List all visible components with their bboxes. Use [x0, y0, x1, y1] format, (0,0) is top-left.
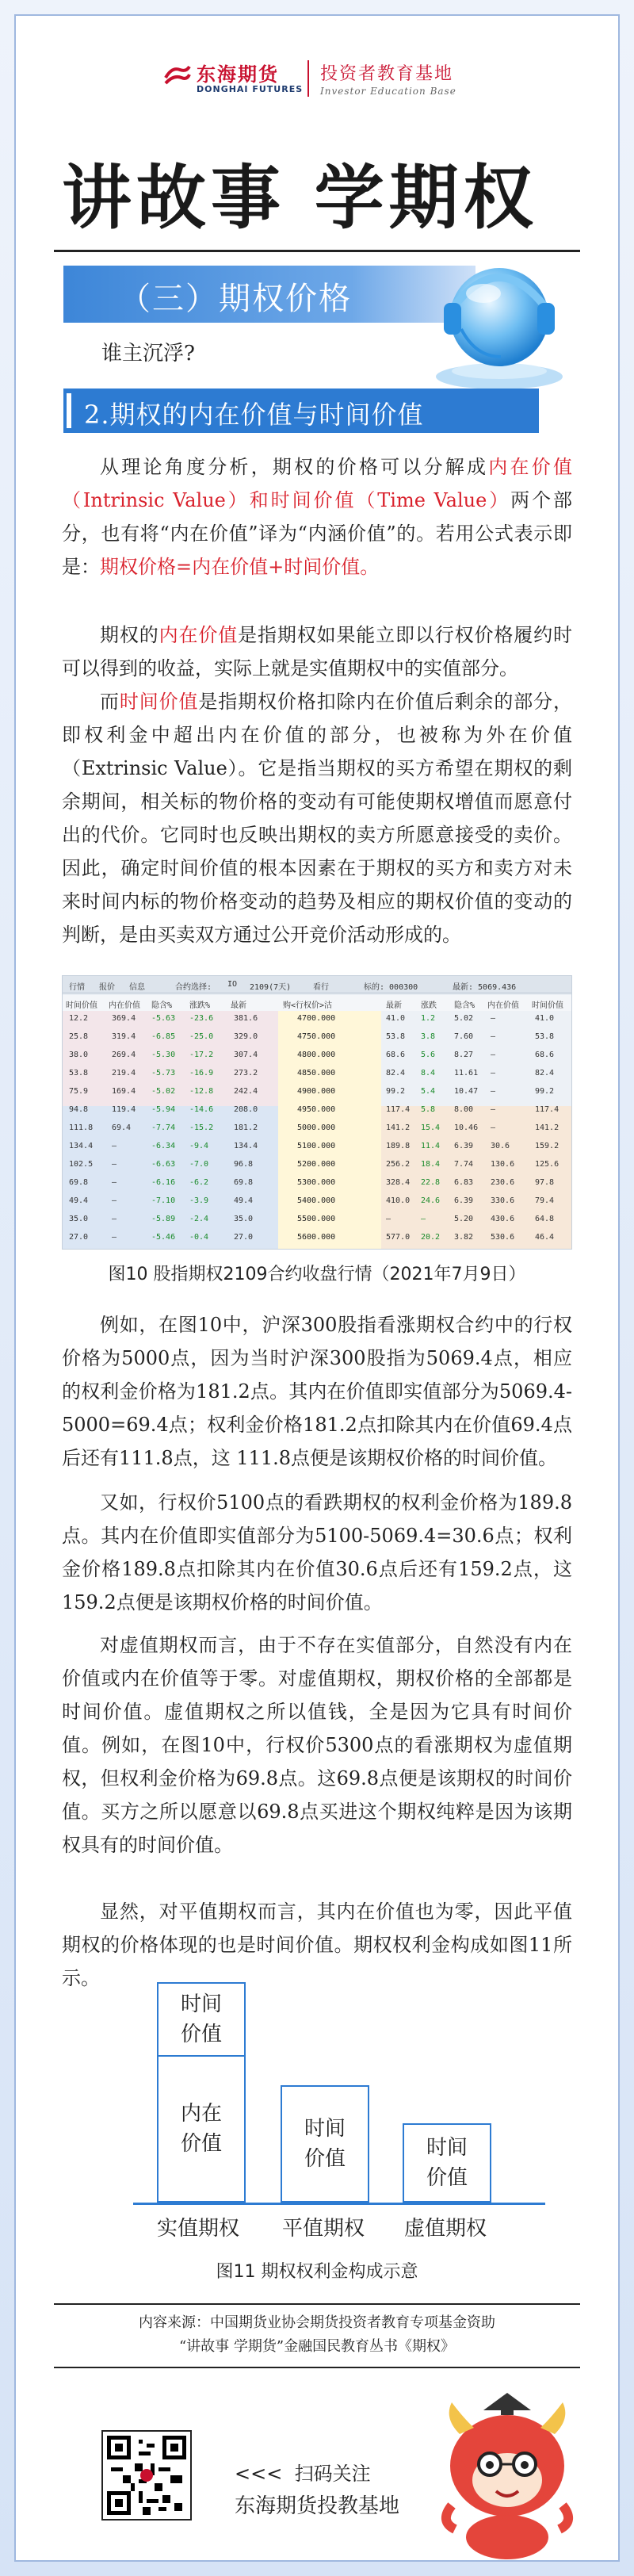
header-cell: 时间价值 [66, 1001, 97, 1010]
put-cell: 159.2 [535, 1142, 560, 1150]
strike-cell: 5600.000 [297, 1233, 336, 1242]
call-cell: — [112, 1178, 117, 1187]
put-cell: 430.6 [491, 1215, 515, 1223]
itm-time-value-box [157, 1982, 246, 2057]
brand-name-cn: 东海期货 [197, 63, 279, 86]
qr-code-icon [103, 2432, 190, 2519]
brand-tagline-en: Investor Education Base [320, 86, 456, 97]
p1-highlight-2: 期权价格=内在价值+时间价值。 [100, 556, 380, 578]
strike-cell: 5300.000 [297, 1178, 336, 1187]
call-cell: -6.63 [151, 1160, 176, 1169]
toolbar-item: 报价 [99, 983, 115, 992]
call-cell: -6.2 [189, 1178, 209, 1187]
toolbar-item: 合约选择: [175, 983, 212, 992]
itm-intrinsic-value-box [157, 2055, 246, 2203]
diagram-baseline [133, 2203, 545, 2205]
call-cell: 53.8 [69, 1069, 89, 1077]
header-cell: 涨跌% [189, 1001, 211, 1010]
call-cell: — [112, 1196, 117, 1205]
put-cell: 22.8 [421, 1178, 441, 1187]
call-cell: -5.89 [151, 1215, 176, 1223]
put-cell: 577.0 [386, 1233, 411, 1242]
paragraph-1 [62, 450, 572, 584]
strike-cell: 4850.000 [297, 1069, 336, 1077]
call-cell: — [112, 1142, 117, 1150]
call-cell: -5.30 [151, 1051, 176, 1059]
put-cell: 1.2 [421, 1014, 436, 1023]
paragraph-7: 显然，对平值期权而言，其内在价值也为零，因此平值期权的价格体现的也是时间价值。期权权利金构成如图11所示。 [62, 1900, 572, 1989]
call-cell: -5.73 [151, 1069, 176, 1077]
header-cell: 涨跌 [421, 1001, 437, 1010]
put-cell: — [491, 1087, 496, 1096]
put-cell: 7.60 [454, 1032, 474, 1041]
box-label: 时间价值 [180, 1992, 222, 2046]
headset-globe-icon [412, 238, 586, 396]
box-label: 内在价值 [180, 2102, 222, 2156]
strike-cell: 5000.000 [297, 1123, 336, 1132]
label-otm: 虚值期权 [404, 2217, 487, 2241]
call-cell: 102.5 [69, 1160, 94, 1169]
put-cell: 8.00 [454, 1105, 474, 1114]
call-cell: 219.4 [112, 1069, 136, 1077]
put-cell: 5.6 [421, 1051, 436, 1059]
call-cell: -2.4 [189, 1215, 209, 1223]
put-cell: 330.6 [491, 1196, 515, 1205]
call-cell: 94.8 [69, 1105, 89, 1114]
put-cell: 5.02 [454, 1014, 474, 1023]
call-cell: 269.4 [112, 1051, 136, 1059]
strike-cell: 4800.000 [297, 1051, 336, 1059]
put-cell: 11.61 [454, 1069, 479, 1077]
call-cell: — [112, 1215, 117, 1223]
put-cell: 20.2 [421, 1233, 441, 1242]
toolbar-item: IO [227, 980, 238, 989]
put-cell: 10.47 [454, 1087, 479, 1096]
put-cell: 82.4 [386, 1069, 406, 1077]
p3-text-a: 而 [100, 691, 120, 713]
strike-cell: 4900.000 [297, 1087, 336, 1096]
call-cell: 119.4 [112, 1105, 136, 1114]
dragon-mascot-icon [428, 2387, 586, 2561]
put-cell: 18.4 [421, 1160, 441, 1169]
put-cell: 6.39 [454, 1142, 474, 1150]
put-cell: — [491, 1032, 496, 1041]
scan-label: 扫码关注 [294, 2463, 371, 2485]
header-cell: 隐含% [454, 1001, 476, 1010]
put-cell: 130.6 [491, 1160, 515, 1169]
strike-cell: 5100.000 [297, 1142, 336, 1150]
put-cell: 125.6 [535, 1160, 560, 1169]
paragraph-5: 又如，行权价5100点的看跌期权的权利金价格为189.8点。其内在价值即实值部分为5100-5069.4=30.6点；权利金价格189.8点扣除其内在价值30.6点后还有159.2点，这 159.2点便是该期权价格的时间价值。 [62, 1491, 572, 1613]
toolbar-item: 最新: 5069.436 [453, 983, 517, 992]
put-cell: 30.6 [491, 1142, 510, 1150]
put-cell: 46.4 [535, 1233, 555, 1242]
paragraph-2 [62, 618, 572, 685]
put-cell: 3.82 [454, 1233, 474, 1242]
put-cell: 11.4 [421, 1142, 441, 1150]
scan-prompt [235, 2458, 371, 2486]
put-cell: — [386, 1215, 391, 1223]
label-itm: 实值期权 [157, 2217, 240, 2241]
call-cell: -7.0 [189, 1160, 209, 1169]
put-cell: — [491, 1069, 496, 1077]
call-cell: 96.8 [234, 1160, 254, 1169]
figure-11-caption: 图11 期权权利金构成示意 [216, 2262, 418, 2282]
paragraph-6: 对虚值期权而言，由于不存在实值部分，自然没有内在价值或内在价值等于零。对虚值期权，期权价格的全部都是时间价值。虚值期权之所以值钱，全是因为它具有时间价值。例如，在图10中，行权价5300点的看涨期权为虚值期权，但权利金价格为69.8点。这69.8点便是该期权的时间价值。买方之所以愿意以69.8点买进这个期权纯粹是因为该期权具有的时间价值。 [62, 1634, 572, 1856]
put-cell: 53.8 [386, 1032, 406, 1041]
call-cell: 69.8 [69, 1178, 89, 1187]
strike-cell: 4950.000 [297, 1105, 336, 1114]
call-cell: -5.94 [151, 1105, 176, 1114]
call-cell: -7.74 [151, 1123, 176, 1132]
call-cell: 242.4 [234, 1087, 258, 1096]
call-cell: 49.4 [69, 1196, 89, 1205]
call-cell: -6.34 [151, 1142, 176, 1150]
put-cell: 41.0 [386, 1014, 406, 1023]
put-cell: 97.8 [535, 1178, 555, 1187]
p3-highlight: 时间价值 [119, 691, 199, 713]
put-cell: 117.4 [535, 1105, 560, 1114]
p3-text-b: 是指期权价格扣除内在价值后剩余的部分，即权利金中超出内在价值的部分，也被称为外在价值（Extrinsic Value）。它是指当期权的买方希望在期权的剩余期间，相关标的物价格的变动有可能使期权增值而愿意付出的代价。它同时也反映出期权的卖方所愿意接受的卖价。因此，确定时间价值的根本因素在于期权的买方和卖方对未来时间内标的物价格变动的趋势及相应的期权价值的变动的判断，是由买卖双方通过公开竞价活动形成的。 [62, 691, 573, 946]
call-cell: -17.2 [189, 1051, 214, 1059]
put-cell: 410.0 [386, 1196, 411, 1205]
put-cell: 5.4 [421, 1087, 436, 1096]
put-cell: 6.83 [454, 1178, 474, 1187]
toolbar-item: 2109(7天) [250, 983, 292, 992]
call-cell: 69.8 [234, 1178, 254, 1187]
call-cell: 134.4 [69, 1142, 94, 1150]
figure-11-diagram [133, 1982, 545, 2220]
toolbar-item: 看行 [313, 983, 329, 992]
qr-code[interactable] [101, 2430, 192, 2520]
call-cell: -15.2 [189, 1123, 214, 1132]
otm-time-value-box [403, 2123, 491, 2203]
put-cell: 3.8 [421, 1032, 436, 1041]
put-cell: 5.8 [421, 1105, 436, 1114]
call-cell: 134.4 [234, 1142, 258, 1150]
call-cell: -7.10 [151, 1196, 176, 1205]
put-cell: 7.74 [454, 1160, 474, 1169]
call-cell: -9.4 [189, 1142, 209, 1150]
p1-highlight-1: 内在价值（Intrinsic Value）和时间价值（Time Value） [62, 456, 573, 511]
put-cell: 41.0 [535, 1014, 555, 1023]
put-cell: 141.2 [535, 1123, 560, 1132]
section-subquestion: 谁主沉浮? [101, 342, 195, 366]
call-cell: 319.4 [112, 1032, 136, 1041]
put-cell: 230.6 [491, 1178, 515, 1187]
source-line-2: “讲故事 学期货”金融国民教育丛书《期权》 [178, 2338, 456, 2355]
brand-tagline: 投资者教育基地 [320, 64, 454, 84]
put-cell: 256.2 [386, 1160, 411, 1169]
toolbar-item: 标的: 000300 [364, 983, 418, 992]
call-cell: -0.4 [189, 1233, 209, 1242]
brand-divider [307, 60, 309, 97]
subheading-bar [63, 389, 539, 433]
header-cell: 时间价值 [532, 1001, 563, 1010]
scan-arrow: <<< [235, 2463, 283, 2485]
put-cell: — [421, 1215, 426, 1223]
box-label: 时间价值 [304, 2117, 346, 2171]
put-cell: 530.6 [491, 1233, 515, 1242]
scan-account-name: 东海期货投教基地 [235, 2494, 400, 2518]
quote-header-row [63, 995, 572, 1011]
call-cell: 169.4 [112, 1087, 136, 1096]
call-cell: 49.4 [234, 1196, 254, 1205]
donghai-logo-icon [162, 62, 193, 87]
header-cell: 内在价值 [109, 1001, 140, 1010]
put-cell: — [491, 1051, 496, 1059]
put-cell: 5.20 [454, 1215, 474, 1223]
call-cell: -5.46 [151, 1233, 176, 1242]
put-cell: 328.4 [386, 1178, 411, 1187]
put-cell: 189.8 [386, 1142, 411, 1150]
call-cell: 35.0 [69, 1215, 89, 1223]
call-cell: -6.85 [151, 1032, 176, 1041]
p2-highlight: 内在价值 [158, 624, 239, 646]
p1-text-a: 从理论角度分析，期权的价格可以分解成 [100, 456, 489, 478]
put-cell: 117.4 [386, 1105, 411, 1114]
call-cell: 25.8 [69, 1032, 89, 1041]
atm-time-value-box [281, 2085, 369, 2203]
call-cell: 329.0 [234, 1032, 258, 1041]
put-cell: 15.4 [421, 1123, 441, 1132]
paragraph-3 [62, 685, 572, 951]
label-atm: 平值期权 [282, 2217, 365, 2241]
call-cell: 208.0 [234, 1105, 258, 1114]
call-cell: 273.2 [234, 1069, 258, 1077]
put-cell: 79.4 [535, 1196, 555, 1205]
put-cell: 64.8 [535, 1215, 555, 1223]
footer-divider-bottom [54, 2367, 580, 2368]
box-label: 时间价值 [426, 2136, 468, 2190]
footer-divider-top [54, 2303, 580, 2305]
call-cell: -5.02 [151, 1087, 176, 1096]
p1-text-b: 两个部分，也有将“内在价值”译为“内涵价值”的。若用公式表示即是： [62, 489, 572, 578]
header-cell: 隐含% [151, 1001, 173, 1010]
put-cell: 68.6 [535, 1051, 555, 1059]
source-line-1: 内容来源：中国期货业协会期货投资者教育专项基金资助 [139, 2314, 495, 2331]
figure-10-quote-table [62, 975, 572, 1250]
brand-name-en: DONGHAI FUTURES [197, 84, 304, 94]
put-cell: 141.2 [386, 1123, 411, 1132]
call-cell: 75.9 [69, 1087, 89, 1096]
call-cell: 381.6 [234, 1014, 258, 1023]
header-cell: 内在价值 [487, 1001, 519, 1010]
call-cell: -12.8 [189, 1087, 214, 1096]
call-cell: 369.4 [112, 1014, 136, 1023]
strike-cell: 5400.000 [297, 1196, 336, 1205]
put-cell: 68.6 [386, 1051, 406, 1059]
call-cell: 69.4 [112, 1123, 132, 1132]
call-cell: — [112, 1233, 117, 1242]
call-cell: 35.0 [234, 1215, 254, 1223]
put-cell: 24.6 [421, 1196, 441, 1205]
put-cell: 8.4 [421, 1069, 436, 1077]
p2-text-a: 期权的 [100, 624, 159, 646]
page-title: 讲故事 学期权 [62, 157, 538, 239]
quote-toolbar [63, 976, 572, 993]
call-cell: -14.6 [189, 1105, 214, 1114]
header-cell: 购<行权价>沽 [283, 1001, 333, 1010]
put-cell: 10.46 [454, 1123, 479, 1132]
call-cell: 27.0 [69, 1233, 89, 1242]
strike-cell: 4700.000 [297, 1014, 336, 1023]
strike-cell: 4750.000 [297, 1032, 336, 1041]
call-cell: 111.8 [69, 1123, 94, 1132]
call-cell: -6.16 [151, 1178, 176, 1187]
subheading-text: 2.期权的内在价值与时间价值 [84, 400, 424, 430]
toolbar-item: 行情 [69, 983, 85, 992]
call-cell: -23.6 [189, 1014, 214, 1023]
call-cell: -25.0 [189, 1032, 214, 1041]
header-cell: 最新 [231, 1001, 246, 1010]
call-cell: 27.0 [234, 1233, 254, 1242]
call-cell: 38.0 [69, 1051, 89, 1059]
put-cell: — [491, 1105, 496, 1114]
brand-header [0, 56, 634, 111]
call-cell: 181.2 [234, 1123, 258, 1132]
call-cell: — [112, 1160, 117, 1169]
p2-text-b: 是指期权如果能立即以行权价格履约时可以得到的收益，实际上就是实值期权中的实值部分。 [62, 624, 573, 679]
put-cell: — [491, 1014, 496, 1023]
put-cell: 99.2 [535, 1087, 555, 1096]
put-cell: 82.4 [535, 1069, 555, 1077]
call-cell: 12.2 [69, 1014, 89, 1023]
call-cell: -16.9 [189, 1069, 214, 1077]
put-cell: — [491, 1123, 496, 1132]
section-title: （三）期权价格 [119, 281, 352, 317]
put-cell: 53.8 [535, 1032, 555, 1041]
figure-10-caption: 图10 股指期权2109合约收盘行情（2021年7月9日） [108, 1265, 526, 1284]
header-cell: 最新 [386, 1001, 402, 1010]
put-cell: 6.39 [454, 1196, 474, 1205]
put-cell: 99.2 [386, 1087, 406, 1096]
strike-cell: 5200.000 [297, 1160, 336, 1169]
call-cell: 307.4 [234, 1051, 258, 1059]
put-cell: 8.27 [454, 1051, 474, 1059]
toolbar-item: 信息 [129, 983, 145, 992]
call-cell: -5.63 [151, 1014, 176, 1023]
call-cell: -3.9 [189, 1196, 209, 1205]
strike-cell: 5500.000 [297, 1215, 336, 1223]
paragraph-4: 例如，在图10中，沪深300股指看涨期权合约中的行权价格为5000点，因为当时沪深300股指为5069.4点，相应的权利金价格为181.2点。其内在价值即实值部分为5069.4-5000=69.4点；权利金价格181.2点扣除其内在价值69.4点后还有111.8点，这 111.8点便是该期权价格的时间价值。 [62, 1314, 572, 1469]
